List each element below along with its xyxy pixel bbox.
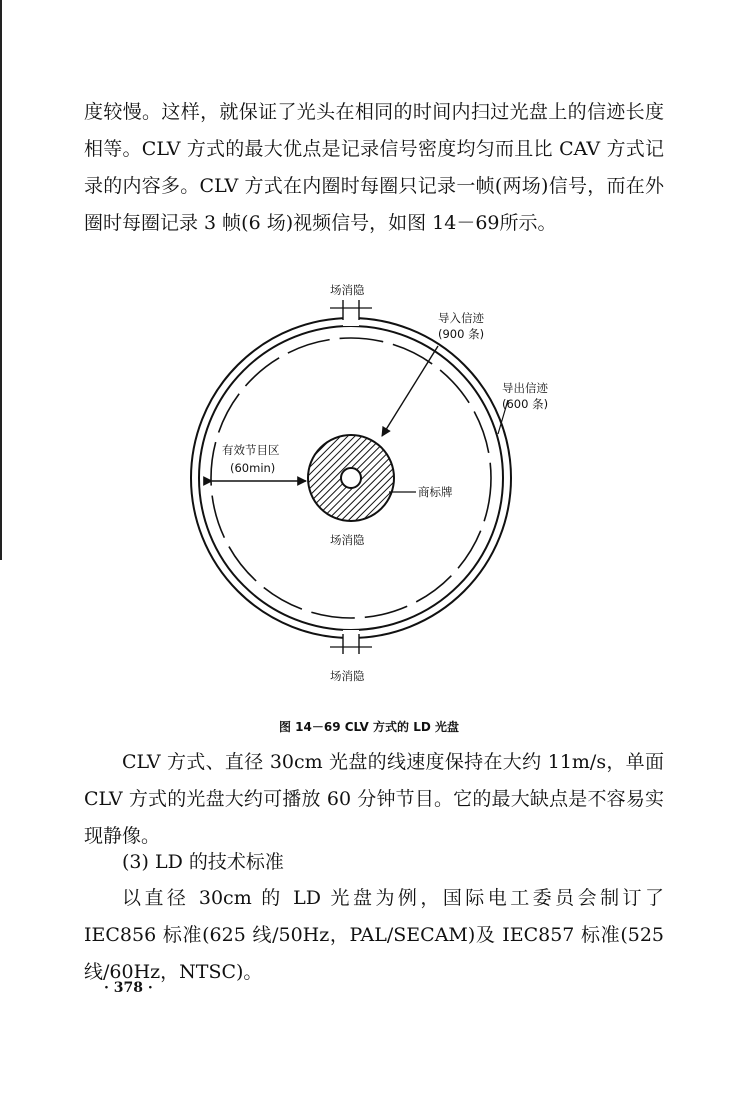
scan-edge-line [0, 0, 2, 560]
section-heading: (3) LD 的技术标准 [122, 851, 284, 873]
figure-caption: 图 14－69 CLV 方式的 LD 光盘 [279, 720, 459, 734]
label-lead-in-1: 导入信迹 [438, 311, 484, 325]
center-hole [341, 468, 361, 488]
label-lead-in-2: (900 条) [438, 327, 485, 341]
label-field-blank-bottom: 场消隐 [330, 669, 365, 683]
label-program-area-2: (60min) [230, 461, 276, 475]
paragraph-2: CLV 方式、直径 30cm 光盘的线速度保持在大约 11m/s，单面 CLV 方式的光盘大约可播放 60 分钟节目。它的最大缺点是不容易实现静像。 [84, 751, 664, 847]
figure-clv-disc [180, 278, 549, 690]
paragraph-1: 度较慢。这样，就保证了光头在相同的时间内扫过光盘上的信迹长度相等。CLV 方式的最大优点是记录信号密度均匀而且比 CAV 方式记录的内容多。CLV 方式在内圈时每圈只记录一帧(两场)信号，而在外圈时每圈记录 3 帧(6 场)视频信号，如图 14－69所示。 [84, 101, 664, 234]
label-lead-out-1: 导出信迹 [502, 381, 548, 395]
label-field-blank-center: 场消隐 [330, 533, 365, 547]
page-number: · 378 · [104, 980, 153, 996]
label-field-blank-top: 场消隐 [330, 283, 365, 297]
paragraph-4: 以直径 30cm 的 LD 光盘为例，国际电工委员会制订了 IEC856 标准(625 线/50Hz，PAL/SECAM)及 IEC857 标准(525 线/60Hz，NTSC)。 [84, 887, 664, 983]
label-program-area-1: 有效节目区 [222, 443, 280, 457]
label-trademark: 商标牌 [418, 485, 453, 499]
label-lead-out-2: (600 条) [502, 397, 549, 411]
